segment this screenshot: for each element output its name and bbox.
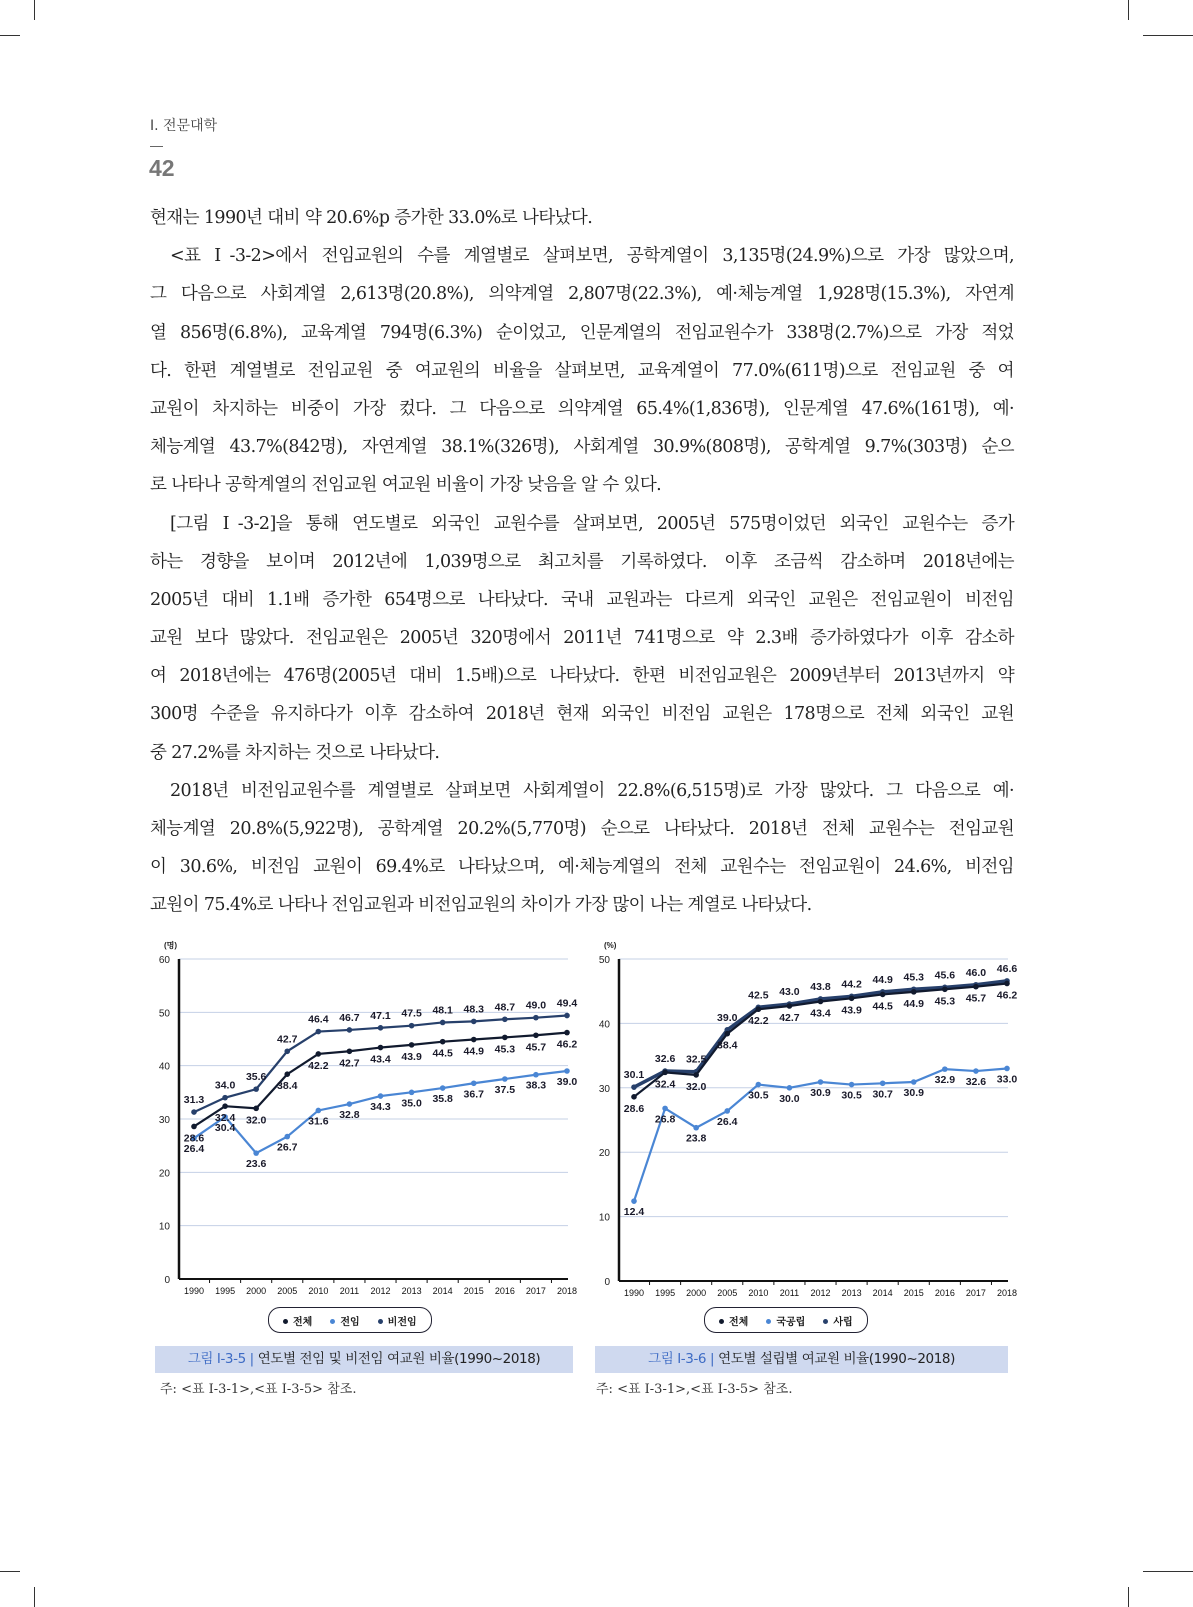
data-label: 44.9	[903, 997, 924, 1010]
x-tick-label: 2005	[717, 1288, 738, 1298]
x-tick-label: 2012	[370, 1286, 391, 1296]
y-tick-label: 50	[598, 955, 610, 966]
data-label: 43.9	[401, 1050, 422, 1063]
data-point	[880, 992, 886, 998]
data-label: 45.3	[494, 1043, 516, 1056]
data-point	[253, 1086, 259, 1092]
page-number: 42	[149, 155, 175, 181]
data-point	[378, 1025, 384, 1031]
data-point	[502, 1016, 508, 1022]
data-point	[662, 1070, 668, 1076]
data-label: 42.7	[277, 1033, 298, 1046]
data-label: 32.0	[245, 1114, 267, 1127]
x-tick-label: 2000	[686, 1288, 707, 1298]
data-label: 49.0	[525, 999, 547, 1012]
legend-label: 비전임	[387, 1316, 417, 1328]
data-point	[409, 1042, 415, 1048]
data-label: 36.7	[463, 1088, 484, 1101]
data-label: 33.0	[996, 1073, 1018, 1086]
data-point	[409, 1090, 415, 1096]
chart-female-faculty-by-establishment	[590, 940, 1020, 1304]
data-label: 32.5	[685, 1053, 707, 1066]
data-label: 39.0	[556, 1076, 578, 1088]
data-point	[222, 1103, 228, 1109]
data-point	[818, 999, 824, 1005]
data-point	[471, 1019, 477, 1025]
x-tick-label: 2013	[401, 1286, 422, 1296]
data-label: 30.5	[748, 1089, 769, 1102]
legend-dot-icon	[330, 1319, 335, 1324]
data-label: 32.6	[654, 1053, 676, 1066]
data-label: 30.5	[841, 1089, 862, 1102]
data-label: 35.0	[401, 1097, 422, 1110]
data-point	[284, 1048, 290, 1054]
data-label: 43.4	[370, 1053, 391, 1066]
x-tick-label: 2000	[246, 1286, 267, 1296]
data-label: 30.9	[903, 1087, 924, 1100]
data-point	[378, 1093, 384, 1099]
x-tick-label: 2017	[525, 1286, 546, 1296]
crop-mark	[34, 1587, 35, 1607]
data-label: 46.6	[996, 962, 1018, 975]
data-point	[911, 1079, 917, 1085]
data-label: 32.8	[339, 1109, 360, 1122]
data-label: 35.8	[432, 1093, 453, 1106]
data-label: 43.0	[779, 986, 800, 999]
legend-item	[378, 1313, 417, 1328]
data-point	[787, 1085, 793, 1091]
y-tick-label: 20	[598, 1148, 610, 1160]
data-label: 47.5	[401, 1007, 422, 1020]
y-axis-unit: (%)	[604, 941, 617, 950]
y-axis-unit: (명)	[164, 941, 178, 950]
data-label: 42.7	[339, 1057, 360, 1070]
data-point	[631, 1198, 637, 1204]
paragraph-line: 열 856명(6.8%), 교육계열 794명(6.3%) 순이었고, 인문계열의 전임교원수가 338명(2.7%)으로 가장 적었	[150, 322, 1014, 343]
data-point	[533, 1032, 539, 1038]
x-tick-label: 1990	[183, 1286, 205, 1296]
data-point	[440, 1039, 446, 1045]
data-label: 38.3	[525, 1079, 547, 1092]
x-tick-label: 2015	[463, 1286, 484, 1296]
data-label: 31.3	[183, 1094, 205, 1107]
y-tick-label: 40	[158, 1061, 170, 1073]
data-point	[347, 1101, 353, 1107]
data-point	[284, 1071, 290, 1077]
data-point	[316, 1108, 322, 1114]
legend-label: 전임	[340, 1316, 360, 1328]
data-point	[502, 1076, 508, 1082]
data-point	[880, 1080, 886, 1086]
data-point	[471, 1037, 477, 1043]
data-point	[533, 1072, 539, 1078]
data-label: 23.6	[245, 1158, 267, 1171]
legend-dot-icon	[283, 1319, 288, 1324]
x-tick-label: 2014	[432, 1286, 453, 1296]
x-tick-label: 2016	[934, 1288, 955, 1298]
data-point	[911, 989, 917, 995]
paragraph-line: 그 다음으로 사회계열 2,613명(20.8%), 의약계열 2,807명(22.3%), 예·체능계열 1,928명(15.3%), 자연계	[150, 284, 1014, 305]
data-point	[631, 1084, 637, 1090]
data-label: 32.4	[654, 1078, 676, 1091]
crop-mark	[0, 1571, 20, 1572]
x-tick-label: 2012	[810, 1288, 831, 1298]
paragraph-line: 교원이 75.4%로 나타나 전임교원과 비전임교원의 차이가 가장 많이 나는 계열로 나타났다.	[150, 895, 812, 916]
data-point	[724, 1031, 730, 1037]
legend-item	[719, 1313, 748, 1328]
x-tick-label: 2005	[277, 1286, 298, 1296]
data-label: 42.2	[748, 1015, 769, 1028]
data-point	[284, 1134, 290, 1140]
y-tick-label: 20	[158, 1168, 170, 1180]
data-point	[662, 1106, 668, 1112]
paragraph-line: 하는 경향을 보이며 2012년에 1,039명으로 최고치를 기록하였다. 이후 조금씩 감소하며 2018년에는	[150, 551, 1014, 572]
data-label: 26.7	[277, 1141, 298, 1154]
body-text	[150, 203, 1014, 929]
paragraph-line: 중 27.2%를 차지하는 것으로 나타났다.	[150, 742, 440, 763]
legend-dot-icon	[766, 1319, 771, 1324]
x-tick-label: 1990	[623, 1288, 645, 1298]
data-point	[502, 1035, 508, 1041]
data-point	[1004, 981, 1010, 987]
data-label: 26.4	[717, 1115, 738, 1128]
data-label: 34.3	[370, 1101, 391, 1114]
data-label: 44.5	[872, 1000, 893, 1013]
data-label: 26.8	[654, 1113, 676, 1126]
paragraph-line: <표 Ⅰ-3-2>에서 전임교원의 수를 계열별로 살펴보면, 공학계열이 3,135명(24.9%)으로 가장 많았으며,	[170, 246, 1014, 267]
x-tick-label: 2018	[556, 1286, 578, 1296]
data-point	[564, 1013, 570, 1019]
x-tick-label: 1995	[215, 1286, 236, 1296]
data-label: 30.1	[623, 1069, 645, 1082]
data-label: 46.7	[339, 1011, 360, 1024]
paragraph-line: 300명 수준을 유지하다가 이후 감소하여 2018년 현재 외국인 비전임 교원은 178명으로 전체 외국인 교원	[150, 704, 1014, 725]
data-point	[756, 1006, 762, 1012]
data-point	[471, 1080, 477, 1086]
y-tick-label: 10	[158, 1221, 170, 1233]
legend-dot-icon	[823, 1319, 828, 1324]
paragraph-line: 2018년 비전임교원수를 계열별로 살펴보면 사회계열이 22.8%(6,515명)로 가장 많았다. 그 다음으로 예·	[170, 780, 1014, 801]
paragraph-line: 로 나타나 공학계열의 전임교원 여교원 비율이 가장 낮음을 알 수 있다.	[150, 475, 662, 496]
paragraph-line: 2005년 대비 1.1배 증가한 654명으로 나타났다. 국내 교원과는 다르게 외국인 교원은 전임교원이 비전임	[150, 589, 1014, 610]
figure-note: 주: <표 Ⅰ-3-1>,<표 Ⅰ-3-5> 참조.	[160, 1382, 357, 1397]
x-tick-label: 2017	[965, 1288, 986, 1298]
data-label: 42.2	[308, 1059, 329, 1072]
x-tick-label: 2016	[494, 1286, 515, 1296]
data-label: 44.5	[432, 1047, 453, 1060]
y-tick-label: 0	[604, 1277, 610, 1288]
crop-mark	[1128, 0, 1129, 20]
data-point	[849, 1082, 855, 1088]
data-label: 43.8	[810, 980, 831, 993]
x-tick-label: 2011	[779, 1288, 800, 1298]
crop-mark	[1143, 35, 1193, 36]
crop-mark	[34, 0, 35, 20]
x-tick-label: 2010	[308, 1286, 329, 1296]
x-tick-label: 2013	[841, 1288, 862, 1298]
data-point	[440, 1085, 446, 1091]
legend-label: 전체	[293, 1316, 313, 1328]
legend-dot-icon	[719, 1319, 724, 1324]
data-label: 37.5	[494, 1084, 516, 1096]
x-tick-label: 2015	[903, 1288, 924, 1298]
data-point	[631, 1094, 637, 1100]
data-point	[693, 1072, 699, 1078]
data-label: 48.7	[494, 1001, 516, 1014]
data-label: 12.4	[623, 1206, 645, 1219]
x-tick-label: 2018	[996, 1288, 1018, 1298]
data-point	[347, 1048, 353, 1054]
data-point	[724, 1108, 730, 1114]
data-label: 43.4	[810, 1007, 831, 1020]
crop-mark	[1128, 1587, 1129, 1607]
data-label: 30.9	[810, 1087, 831, 1100]
paragraph-line: 다. 한편 계열별로 전임교원 중 여교원의 비율을 살펴보면, 교육계열이 77.0%(611명)으로 전임교원 중 여	[150, 360, 1014, 381]
paragraph-line: 교원 보다 많았다. 전임교원은 2005년 320명에서 2011년 741명으로 약 2.3배 증가하였다가 이후 감소하	[150, 628, 1014, 649]
data-label: 46.4	[308, 1013, 329, 1026]
legend-item	[330, 1313, 359, 1328]
data-label: 38.4	[277, 1080, 298, 1093]
data-point	[409, 1023, 415, 1029]
data-label: 39.0	[717, 1011, 738, 1024]
paragraph-line: 체능계열 20.8%(5,922명), 공학계열 20.2%(5,770명) 순으로 나타났다. 2018년 전체 교원수는 전임교원	[150, 819, 1014, 839]
data-label: 45.6	[934, 969, 956, 982]
data-point	[253, 1150, 259, 1156]
data-label: 44.9	[872, 973, 893, 986]
data-label: 42.5	[748, 989, 769, 1002]
data-label: 38.4	[717, 1039, 738, 1052]
crop-mark	[0, 35, 20, 36]
data-point	[316, 1051, 322, 1057]
data-point	[818, 1079, 824, 1085]
data-label: 45.3	[903, 971, 924, 984]
x-tick-label: 2010	[748, 1288, 769, 1298]
data-label: 30.4	[214, 1121, 236, 1134]
data-point	[693, 1125, 699, 1131]
data-label: 47.1	[370, 1009, 391, 1022]
x-tick-label: 2011	[339, 1286, 360, 1296]
data-label: 48.1	[432, 1004, 453, 1017]
y-tick-label: 0	[164, 1275, 170, 1286]
data-label: 45.3	[934, 995, 956, 1008]
data-point	[347, 1027, 353, 1033]
y-tick-label: 10	[598, 1212, 610, 1224]
data-point	[564, 1068, 570, 1074]
data-point	[253, 1106, 259, 1112]
paragraph-line: 이 30.6%, 비전임 교원이 69.4%로 나타났으며, 예·체능계열의 전체 교원수는 전임교원이 24.6%, 비전임	[150, 857, 1014, 878]
data-label: 26.4	[183, 1143, 205, 1156]
data-label: 34.0	[214, 1079, 236, 1092]
data-point	[942, 986, 948, 992]
crop-mark	[1143, 1571, 1193, 1572]
data-label: 45.7	[965, 992, 987, 1005]
figure-number: 그림 Ⅰ-3-5 |	[187, 1351, 258, 1367]
data-label: 35.6	[245, 1071, 267, 1084]
data-point	[973, 1068, 979, 1074]
figure-title: 연도별 전임 및 비전임 여교원 비율(1990~2018)	[257, 1351, 541, 1367]
figure-title: 연도별 설립별 여교원 비율(1990~2018)	[718, 1351, 955, 1367]
data-label: 49.4	[556, 997, 578, 1010]
legend-label: 국공립	[776, 1316, 806, 1328]
data-point	[787, 1003, 793, 1009]
y-tick-label: 60	[158, 955, 170, 966]
legend-item	[283, 1313, 312, 1328]
paragraph-line: [그림 Ⅰ-3-2]을 통해 연도별로 외국인 교원수를 살펴보면, 2005년 575명이었던 외국인 교원수는 증가	[170, 513, 1014, 534]
data-label: 46.2	[996, 989, 1018, 1002]
data-label: 31.6	[308, 1115, 329, 1128]
data-label: 43.9	[841, 1004, 862, 1017]
header-divider	[150, 146, 163, 147]
data-point	[222, 1095, 228, 1101]
data-point	[440, 1020, 446, 1026]
chart-female-faculty-by-type	[150, 940, 580, 1304]
data-point	[849, 995, 855, 1001]
data-point	[378, 1045, 384, 1051]
data-label: 48.3	[463, 1003, 484, 1016]
y-tick-label: 30	[158, 1115, 170, 1126]
legend-label: 사립	[833, 1316, 853, 1328]
figure-number: 그림 Ⅰ-3-6 |	[648, 1351, 719, 1367]
x-tick-label: 2014	[872, 1288, 893, 1298]
paragraph-line: 여 2018년에는 476명(2005년 대비 1.5배)으로 나타났다. 한편 비전임교원은 2009년부터 2013년까지 약	[150, 666, 1014, 687]
data-label: 28.6	[623, 1102, 645, 1115]
figure-note: 주: <표 Ⅰ-3-1>,<표 Ⅰ-3-5> 참조.	[596, 1382, 793, 1397]
data-label: 32.4	[214, 1112, 236, 1125]
chart-legend	[704, 1307, 868, 1333]
legend-item	[766, 1313, 805, 1328]
data-point	[316, 1029, 322, 1035]
paragraph-line: 교원이 차지하는 비중이 가장 컸다. 그 다음으로 의약계열 65.4%(1,836명), 인문계열 47.6%(161명), 예·	[150, 398, 1014, 419]
data-label: 44.2	[841, 978, 862, 991]
paragraph-line: 체능계열 43.7%(842명), 자연계열 38.1%(326명), 사회계열 30.9%(808명), 공학계열 9.7%(303명) 순으	[150, 437, 1014, 458]
data-label: 30.0	[779, 1092, 800, 1105]
data-point	[191, 1109, 197, 1115]
legend-label: 전체	[729, 1316, 749, 1328]
data-label: 30.7	[872, 1088, 893, 1101]
data-point	[533, 1015, 539, 1021]
x-tick-label: 1995	[655, 1288, 676, 1298]
data-label: 44.9	[463, 1045, 484, 1058]
data-label: 32.9	[934, 1074, 956, 1087]
figure-caption	[595, 1346, 1008, 1373]
legend-dot-icon	[378, 1319, 383, 1324]
data-label: 32.6	[965, 1076, 987, 1089]
data-label: 23.8	[685, 1132, 707, 1145]
chart-legend	[268, 1307, 432, 1333]
data-label: 45.7	[525, 1041, 547, 1054]
data-label: 32.0	[685, 1080, 707, 1093]
data-label: 28.6	[183, 1132, 205, 1145]
data-label: 46.2	[556, 1038, 578, 1051]
data-point	[191, 1124, 197, 1130]
data-point	[942, 1066, 948, 1072]
data-label: 42.7	[779, 1012, 800, 1025]
paragraph-line: 현재는 1990년 대비 약 20.6%p 증가한 33.0%로 나타났다.	[150, 208, 593, 228]
y-tick-label: 50	[158, 1008, 170, 1020]
data-point	[564, 1030, 570, 1036]
data-point	[756, 1082, 762, 1088]
section-title: Ⅰ. 전문대학	[150, 118, 218, 134]
data-point	[973, 984, 979, 990]
y-tick-label: 40	[598, 1019, 610, 1031]
figure-caption	[155, 1346, 573, 1373]
y-tick-label: 30	[598, 1083, 610, 1095]
data-label: 46.0	[965, 966, 987, 979]
data-point	[1004, 1066, 1010, 1072]
legend-item	[823, 1313, 852, 1328]
